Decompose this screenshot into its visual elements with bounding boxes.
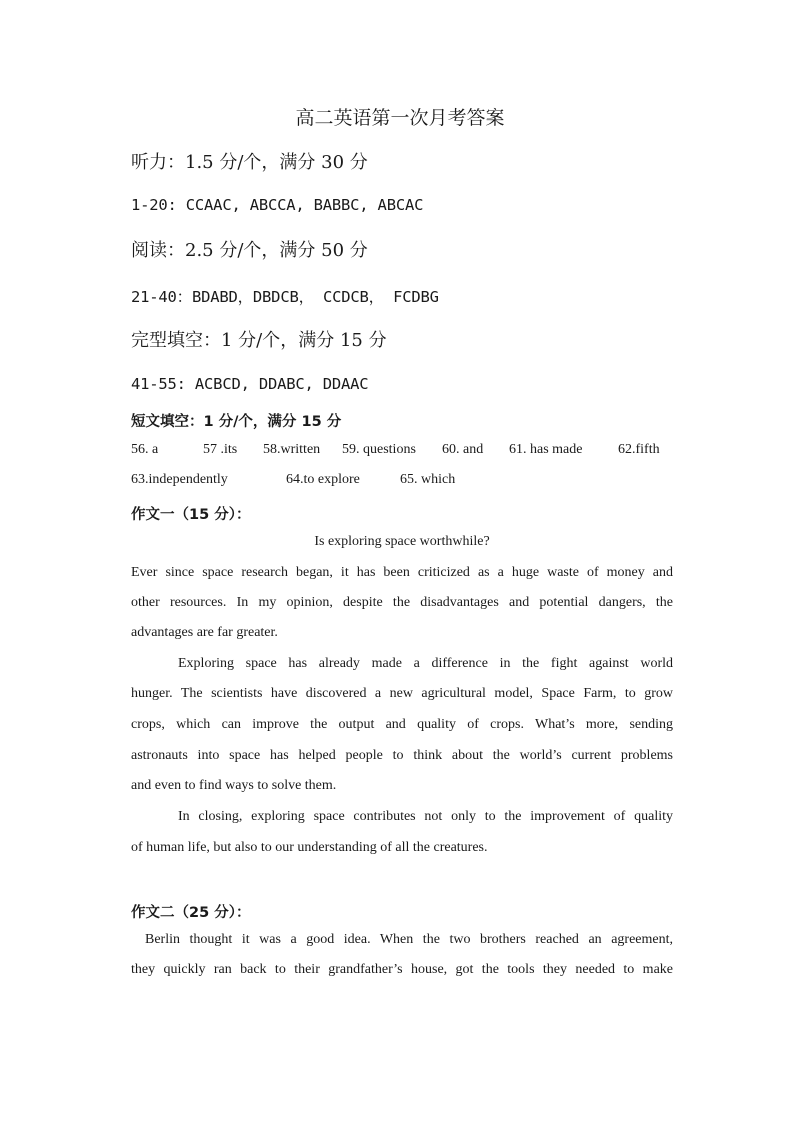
gap-fill-answer: 62.fifth [618,442,660,457]
listening-answers: 1-20: CCAAC, ABCCA, BABBC, ABCAC [131,196,424,214]
essay1-line: Exploring space has already made a difference in the fight against world [178,656,673,671]
essay2-line: they quickly ran back to their grandfather’s house, got the tools they needed to make [131,962,673,977]
essay1-heading: 作文一（15 分）： [131,507,251,523]
essay1-line: astronauts into space has helped people to think about the world’s current problems [131,748,673,763]
essay1-line: of human life, but also to our understanding of all the creatures. [131,840,488,855]
essay1-line: hunger. The scientists have discovered a new agricultural model, Space Farm, to grow [131,686,673,701]
gap-fill-answer: 56. a [131,442,159,457]
gap-fill-answer: 60. and [442,442,484,457]
gap-fill-answer: 58.written [263,442,321,457]
gap-fill-answer: 57 .its [203,442,238,457]
cloze-heading: 完型填空：1 分/个，满分 15 分 [131,330,387,351]
gap-fill-answer: 65. which [400,472,456,487]
essay1-title: Is exploring space worthwhile? [314,534,490,549]
gap-fill-row-1 [131,442,673,462]
gap-fill-row-2 [131,472,673,492]
essay1-line: In closing, exploring space contributes not only to the improvement of quality [178,809,673,824]
reading-heading: 阅读：2.5 分/个，满分 50 分 [131,240,368,261]
gap-fill-heading: 短文填空：1 分/个，满分 15 分 [131,414,342,430]
gap-fill-answer: 64.to explore [286,472,360,487]
gap-fill-answer: 59. questions [342,442,416,457]
essay1-line: Ever since space research began, it has been criticized as a huge waste of money and [131,565,673,580]
gap-fill-answer: 61. has made [509,442,583,457]
essay1-line: other resources. In my opinion, despite the disadvantages and potential dangers, the [131,595,673,610]
reading-answers: 21-40：BDABD，DBDCB， CCDCB， FCDBG [131,288,439,306]
essay1-line: and even to find ways to solve them. [131,778,337,793]
listening-heading: 听力：1.5 分/个，满分 30 分 [131,152,368,173]
essay2-line: Berlin thought it was a good idea. When the two brothers reached an agreement, [145,932,673,947]
cloze-answers: 41-55: ACBCD, DDABC, DDAAC [131,375,369,393]
essay2-heading: 作文二（25 分）： [131,905,251,921]
page-title: 高二英语第一次月考答案 [295,107,505,129]
gap-fill-answer: 63.independently [131,472,228,487]
essay1-line: crops, which can improve the output and quality of crops. What’s more, sending [131,717,673,732]
essay1-line: advantages are far greater. [131,625,278,640]
